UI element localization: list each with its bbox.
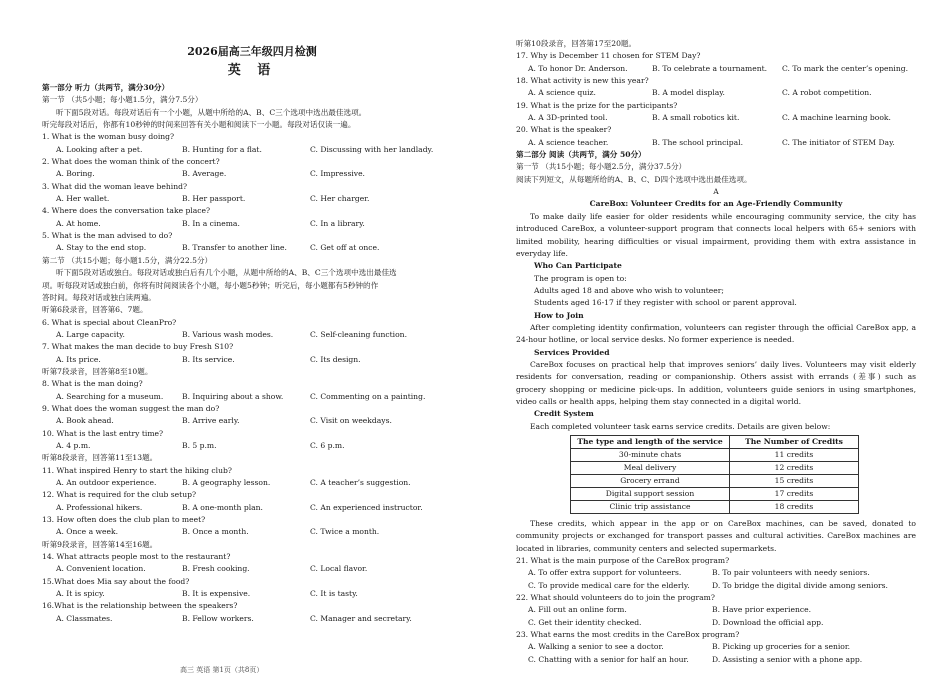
table-row — [571, 462, 859, 475]
question-stem: 10. What is the last entry time? — [42, 428, 164, 438]
option-a: A. 4 p.m. — [56, 440, 91, 450]
part2-sec1-title: 第一节 （共15小题；每小题2.5分，满分37.5分） — [516, 162, 687, 172]
question-stem: 19. What is the prize for the participants? — [516, 100, 678, 110]
question-stem: 2. What does the woman think of the concert? — [42, 157, 220, 167]
part1-sec2-instruction: 听下面5段对话或独白。每段对话或独白后有几个小题，从题中所给的A、B、C三个选项中选出最佳选 — [56, 268, 397, 278]
table-cell: 11 credits — [730, 449, 859, 462]
part1-sec2-title: 第二节 （共15小题；每小题1.5分，满分22.5分） — [42, 255, 213, 265]
section2-questions — [42, 304, 462, 625]
option-b: B. It is expensive. — [182, 589, 251, 599]
option-row — [42, 440, 462, 452]
option-row — [42, 477, 462, 489]
option-a: A. An outdoor experience. — [56, 478, 157, 487]
option-c: C. Self-cleaning function. — [310, 329, 407, 339]
option-b: B. To pair volunteers with needy seniors. — [712, 568, 870, 578]
option-c: C. To provide medical care for the elderly. — [528, 580, 690, 590]
option-b: B. Picking up groceries for a senior. — [712, 642, 851, 652]
passage-letter: A — [713, 187, 719, 197]
option-a: A. Convenient location. — [56, 564, 146, 574]
option-row — [516, 604, 916, 616]
option-a: A. To honor Dr. Anderson. — [528, 63, 628, 73]
table-cell: Clinic trip assistance — [571, 501, 730, 514]
listening-questions-17-20 — [516, 50, 916, 149]
option-a: A. Her wallet. — [56, 194, 110, 204]
option-row — [516, 112, 916, 124]
table-cell: 18 credits — [730, 501, 859, 514]
option-b: B. Hunting for a flat. — [182, 144, 262, 154]
question-stem: 16.What is the relationship between the speakers? — [42, 601, 238, 611]
question-stem: 12. What is required for the club setup? — [42, 490, 197, 500]
option-d: D. Download the official app. — [712, 617, 824, 627]
option-b: B. Inquiring about a show. — [182, 391, 284, 401]
option-c: C. A machine learning book. — [782, 113, 891, 123]
option-row — [42, 613, 462, 625]
exam-title: 2026届高三年级四月检测 — [187, 45, 317, 58]
listening-intro: 听第7段录音，回答第8至10题。 — [42, 366, 153, 376]
option-row — [42, 563, 462, 575]
part1-sec2-instruction: 项。听每段对话或独白前，你将有时间阅读各个小题，每小题5秒钟；听完后，每小题都有5秒钟的作 — [42, 280, 379, 290]
question-stem: 20. What is the speaker? — [516, 125, 612, 135]
option-b: B. Once a month. — [182, 527, 249, 537]
option-c: C. Get their identity checked. — [528, 617, 642, 627]
option-c: C. To mark the center’s opening. — [782, 63, 909, 73]
option-row — [42, 242, 462, 254]
option-b: B. Average. — [182, 169, 227, 179]
option-row — [516, 654, 916, 666]
table-header-row — [571, 436, 859, 449]
table-cell: Grocery errand — [571, 475, 730, 488]
question-stem: 14. What attracts people most to the restaurant? — [42, 552, 231, 562]
option-c: C. 6 p.m. — [310, 440, 345, 450]
option-a: A. Boring. — [56, 169, 95, 179]
option-c: C. Her charger. — [310, 194, 370, 204]
option-c: C. A robot competition. — [782, 88, 872, 98]
question-stem: 15.What does Mia say about the food? — [42, 576, 190, 586]
option-row — [516, 87, 916, 99]
part1-sec1-instruction: 听完每段对话后，你都有10秒钟的时间来回答有关小题和阅读下一小题。每段对话仅读一遍。 — [42, 120, 356, 130]
option-c: C. Twice a month. — [310, 527, 380, 537]
option-d: D. Assisting a senior with a phone app. — [712, 654, 863, 664]
table-cell: 17 credits — [730, 488, 859, 501]
option-row — [516, 137, 916, 149]
option-c: C. Visit on weekdays. — [310, 416, 392, 426]
page-footer: 高三 英语 第1页（共8页） — [180, 666, 264, 674]
option-a: A. Its price. — [56, 354, 101, 364]
option-b: B. The school principal. — [652, 137, 744, 147]
option-row — [42, 193, 462, 205]
question-stem: 17. Why is December 11 chosen for STEM Day? — [516, 51, 701, 61]
table-header: The Number of Credits — [730, 436, 859, 449]
option-c: C. The initiator of STEM Day. — [782, 137, 895, 147]
option-b: B. 5 p.m. — [182, 440, 217, 450]
article-line: Adults aged 18 and above who wish to volunteer; — [534, 285, 724, 295]
option-c: C. Local flavor. — [310, 564, 368, 574]
table-body — [571, 449, 859, 514]
option-row — [42, 144, 462, 156]
question-stem: 7. What makes the man decide to buy Fresh S10? — [42, 342, 234, 352]
option-row — [42, 502, 462, 514]
question-stem: 23. What earns the most credits in the CareBox program? — [516, 630, 740, 640]
part2-sec1-instruction: 阅读下列短文，从每题所给的A、B、C、D四个选项中选出最佳选项。 — [516, 174, 752, 184]
article-title: CareBox: Volunteer Credits for an Age-Friendly Community — [589, 199, 843, 209]
option-row — [516, 641, 916, 653]
option-c: C. Chatting with a senior for half an hour. — [528, 654, 689, 664]
option-c: C. Discussing with her landlady. — [310, 144, 434, 154]
question-stem: 3. What did the woman leave behind? — [42, 181, 188, 191]
subject-title: 英 语 — [227, 63, 277, 78]
option-b: B. To celebrate a tournament. — [652, 63, 768, 73]
option-c: C. Get off at once. — [310, 243, 380, 253]
option-b: B. In a cinema. — [182, 218, 240, 228]
option-a: A. It is spicy. — [56, 589, 105, 599]
article-paragraph: CareBox focuses on practical help that improves seniors’ daily lives. Volunteers may visit elderly residents for conversation, reading or companionship. Others assist with errands (差事) such as grocery shopping or medicine pick-ups. In addition, volunteers guide seniors in using smartphones, video calls or health apps, helping them stay connected in a digital world. — [516, 359, 916, 406]
table-row — [571, 488, 859, 501]
table-row — [571, 475, 859, 488]
option-b: B. A geography lesson. — [182, 478, 271, 487]
question-stem: 6. What is special about CleanPro? — [42, 317, 177, 327]
listening-intro: 听第8段录音，回答第11至13题。 — [42, 453, 158, 463]
section1-questions — [42, 131, 462, 254]
option-a: A. At home. — [56, 218, 101, 228]
option-b: B. Her passport. — [182, 194, 246, 204]
option-row — [42, 168, 462, 180]
table-cell: Meal delivery — [571, 462, 730, 475]
question-stem: 11. What inspired Henry to start the hiking club? — [42, 465, 232, 475]
article-paragraph: Each completed volunteer task earns service credits. Details are given below: — [530, 421, 831, 431]
article-line: The program is open to: — [534, 273, 627, 283]
table-cell: 15 credits — [730, 475, 859, 488]
option-a: A. Looking after a pet. — [56, 144, 143, 154]
option-row — [42, 588, 462, 600]
option-b: B. Arrive early. — [182, 416, 240, 426]
part1-sec2-instruction: 答时间。每段对话或独白读两遍。 — [42, 292, 156, 302]
part1-title: 第一部分 听力（共两节，满分30分） — [42, 83, 170, 92]
option-row — [42, 218, 462, 230]
listening-intro-10: 听第10段录音，回答第17至20题。 — [516, 39, 637, 48]
option-b: B. Transfer to another line. — [182, 243, 287, 253]
option-b: B. Fresh cooking. — [182, 564, 250, 574]
option-b: B. A one-month plan. — [182, 502, 263, 512]
table-row — [571, 501, 859, 514]
option-c: C. In a library. — [310, 218, 365, 228]
article-heading: Services Provided — [534, 347, 610, 357]
option-b: B. A small robotics kit. — [652, 113, 740, 123]
part1-sec1-title: 第一节 （共5小题；每小题1.5分，满分7.5分） — [42, 95, 203, 105]
option-a: A. Professional hikers. — [56, 502, 143, 512]
question-stem: 18. What activity is new this year? — [516, 76, 649, 86]
option-a: A. Walking a senior to see a doctor. — [528, 642, 664, 652]
option-a: A. Once a week. — [56, 527, 119, 537]
listening-intro: 听第6段录音，回答第6、7题。 — [42, 305, 148, 315]
option-row — [516, 617, 916, 629]
option-b: B. Fellow workers. — [182, 613, 254, 623]
table-cell: Digital support session — [571, 488, 730, 501]
article-line: Students aged 16-17 if they register with school or parent approval. — [534, 298, 797, 308]
option-c: C. An experienced instructor. — [310, 502, 423, 512]
option-c: C. It is tasty. — [310, 589, 358, 599]
question-stem: 5. What is the man advised to do? — [42, 231, 173, 241]
listening-intro: 听第9段录音，回答第14至16题。 — [42, 539, 158, 549]
option-a: A. Book ahead. — [56, 416, 114, 426]
table-cell: 12 credits — [730, 462, 859, 475]
option-a: A. Fill out an online form. — [528, 605, 627, 615]
option-a: A. Stay to the end stop. — [56, 243, 147, 253]
option-c: C. Manager and secretary. — [310, 613, 412, 623]
table-header: The type and length of the service — [571, 436, 730, 449]
option-b: B. Its service. — [182, 354, 235, 364]
option-a: A. A science teacher. — [528, 137, 609, 147]
option-a: A. A science quiz. — [528, 88, 596, 98]
option-b: B. Have prior experience. — [712, 605, 812, 615]
article-heading: Who Can Participate — [534, 261, 622, 271]
option-row — [42, 354, 462, 366]
question-stem: 9. What does the woman suggest the man do? — [42, 403, 220, 413]
question-stem: 21. What is the main purpose of the CareBox program? — [516, 556, 730, 566]
left-column — [42, 0, 462, 625]
part2-title: 第二部分 阅读（共两节，满分 50分） — [516, 150, 646, 160]
credits-table — [570, 435, 859, 514]
option-row — [516, 580, 916, 592]
part1-sec1-instruction: 听下面5段对话。每段对话后有一个小题，从题中所给的A、B、C三个选项中选出最佳选项。 — [56, 107, 367, 117]
right-column — [516, 38, 916, 666]
article-paragraph: These credits, which appear in the app or on CareBox machines, can be saved, donated to community projects or exchanged for transport passes and cultural activities. CareBox machines are located in libraries, community centers and selected supermarkets. — [516, 519, 916, 553]
reading-questions — [516, 555, 916, 666]
option-a: A. To offer extra support for volunteers. — [528, 568, 682, 578]
question-stem: 22. What should volunteers do to join the program? — [516, 593, 715, 603]
table-cell: 30-minute chats — [571, 449, 730, 462]
option-c: C. A teacher’s suggestion. — [310, 478, 411, 487]
option-row — [516, 63, 916, 75]
option-row — [42, 415, 462, 427]
option-b: B. A model display. — [652, 88, 725, 98]
option-c: C. Its design. — [310, 354, 361, 364]
option-b: B. Various wash modes. — [182, 329, 274, 339]
option-row — [42, 526, 462, 538]
article-heading: Credit System — [534, 409, 594, 419]
option-c: C. Impressive. — [310, 169, 365, 179]
option-row — [42, 391, 462, 403]
question-stem: 8. What is the man doing? — [42, 379, 143, 389]
option-a: A. Classmates. — [56, 613, 113, 623]
option-a: A. Large capacity. — [56, 329, 125, 339]
question-stem: 1. What is the woman busy doing? — [42, 132, 175, 142]
article-heading: How to Join — [534, 310, 584, 320]
option-a: A. A 3D-printed tool. — [528, 113, 608, 123]
option-row — [42, 329, 462, 341]
article-paragraph: After completing identity confirmation, volunteers can register through the official CareBox app, a 24-hour hotline, or local service desks. No former experience is needed. — [516, 322, 916, 345]
option-c: C. Commenting on a painting. — [310, 391, 426, 401]
question-stem: 4. Where does the conversation take place? — [42, 206, 211, 216]
article-paragraph: To make daily life easier for older residents while encouraging community service, the city has introduced CareBox, a volunteer-support program that connects local helpers with 65+ seniors with limited mobility, hearing difficulties or visual impairment, providing them with extra assistance in everyday life. — [516, 211, 916, 258]
option-a: A. Searching for a museum. — [56, 391, 164, 401]
table-row — [571, 449, 859, 462]
option-row — [516, 567, 916, 579]
question-stem: 13. How often does the club plan to meet? — [42, 515, 206, 525]
option-d: D. To bridge the digital divide among seniors. — [712, 580, 888, 590]
